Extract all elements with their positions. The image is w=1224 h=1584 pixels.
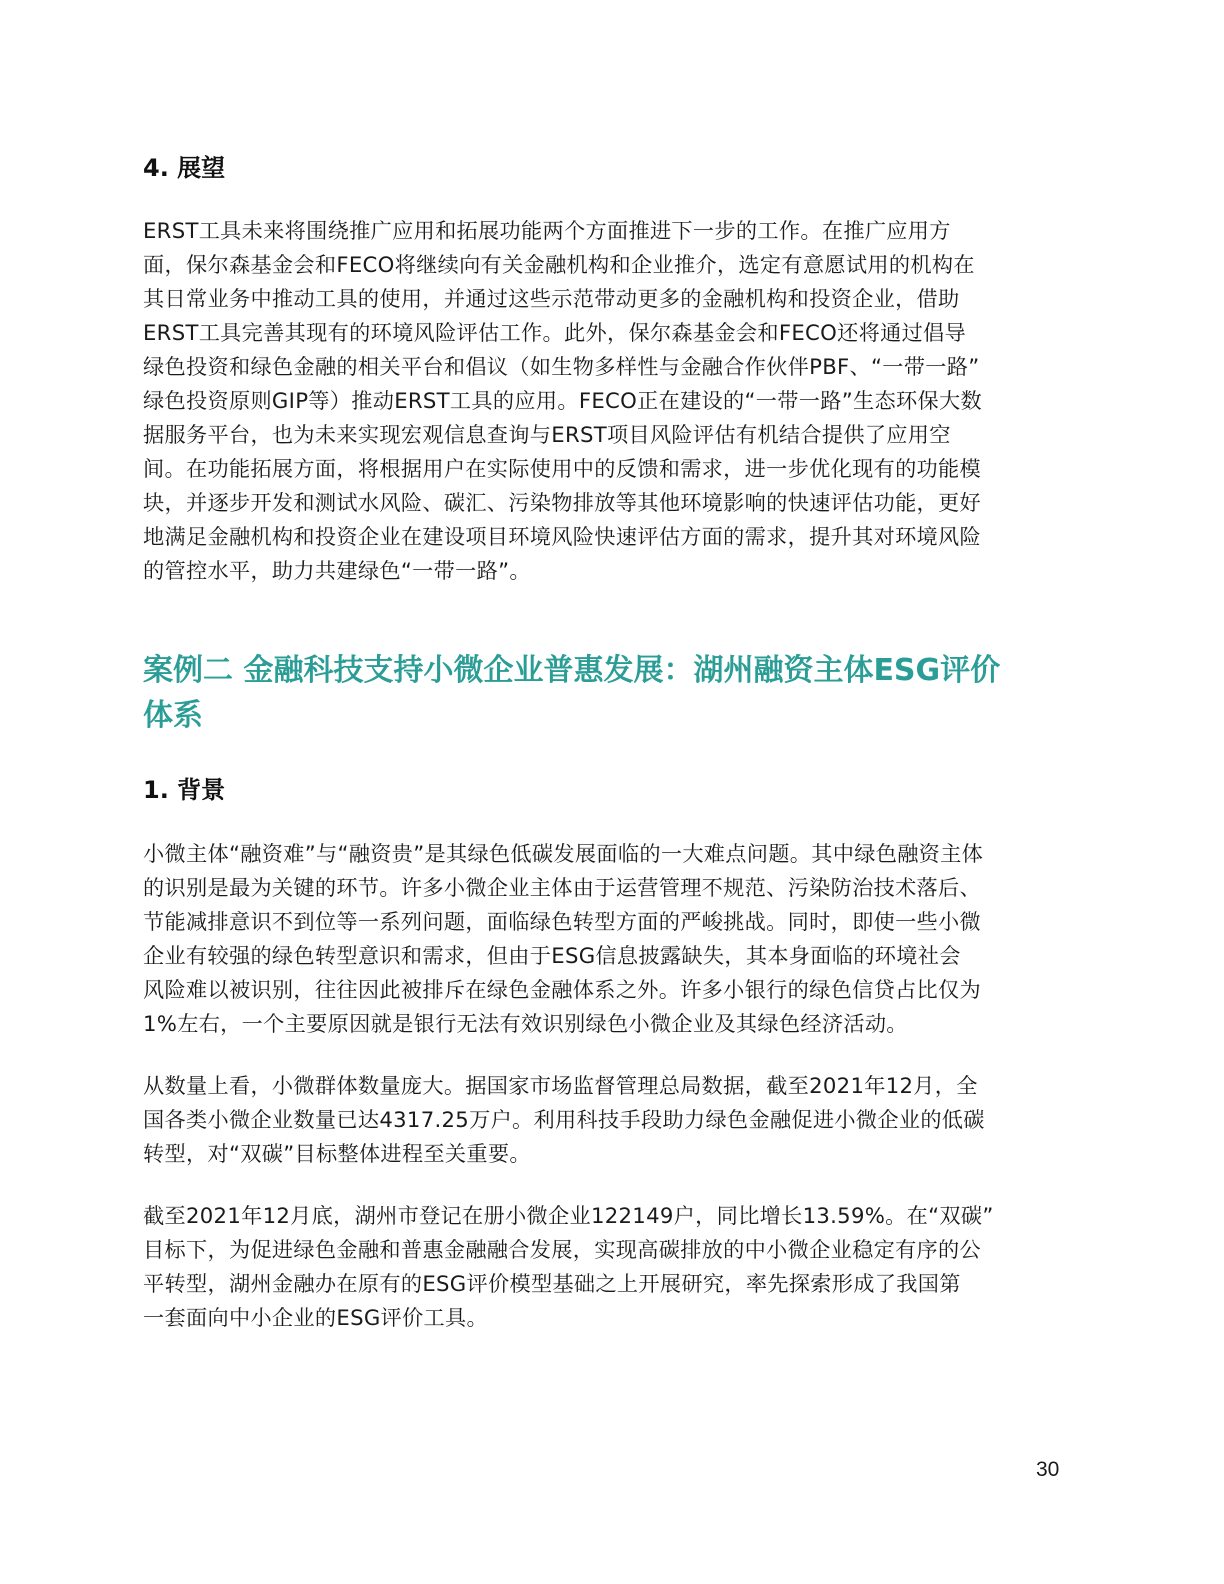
background-paragraph [143,837,1083,1041]
text-line: 面，保尔森基金会和FECO将继续向有关金融机构和企业推介，选定有意愿试用的机构在 [143,252,975,277]
text-line: 其日常业务中推动工具的使用，并通过这些示范带动更多的金融机构和投资企业，借助 [143,286,960,311]
background-paragraph [143,1069,1083,1171]
text-line: ERST工具完善其现有的环境风险评估工作。此外，保尔森基金会和FECO还将通过倡导 [143,320,967,345]
text-line: 企业有较强的绿色转型意识和需求，但由于ESG信息披露缺失，其本身面临的环境社会 [143,943,961,968]
text-line: 从数量上看，小微群体数量庞大。据国家市场监督管理总局数据，截至2021年12月，全 [143,1073,978,1098]
page-number: 30 [1036,1458,1060,1481]
text-line: ERST工具未来将围绕推广应用和拓展功能两个方面推进下一步的工作。在推广应用方 [143,218,951,243]
text-line: 国各类小微企业数量已达4317.25万户。利用科技手段助力绿色金融促进小微企业的低碳 [143,1107,985,1132]
text-line: 块，并逐步开发和测试水风险、碳汇、污染物排放等其他环境影响的快速评估功能，更好 [143,490,982,515]
background-paragraph [143,1199,1083,1335]
outlook-paragraph [143,214,1083,588]
case-title-line: 案例二 金融科技支持小微企业普惠发展：湖州融资主体ESG评价 [143,653,1001,688]
text-line: 小微主体“融资难”与“融资贵”是其绿色低碳发展面临的一大难点问题。其中绿色融资主体 [143,841,984,866]
text-line: 绿色投资和绿色金融的相关平台和倡议（如生物多样性与金融合作伙伴PBF、“一带一路” [143,354,980,379]
text-line: 一套面向中小企业的ESG评价工具。 [143,1305,488,1330]
text-line: 转型，对“双碳”目标整体进程至关重要。 [143,1141,531,1166]
text-line: 节能减排意识不到位等一系列问题，面临绿色转型方面的严峻挑战。同时，即使一些小微 [143,909,982,934]
text-line: 平转型，湖州金融办在原有的ESG评价模型基础之上开展研究，率先探索形成了我国第 [143,1271,961,1296]
section-heading-outlook: 4. 展望 [143,154,226,182]
text-line: 地满足金融机构和投资企业在建设项目环境风险快速评估方面的需求，提升其对环境风险 [143,524,982,549]
case-title [143,648,1000,738]
text-line: 1%左右，一个主要原因就是银行无法有效识别绿色小微企业及其绿色经济活动。 [143,1011,908,1036]
section-heading-background: 1. 背景 [143,776,226,804]
text-line: 间。在功能拓展方面，将根据用户在实际使用中的反馈和需求，进一步优化现有的功能模 [143,456,982,481]
text-line: 的管控水平，助力共建绿色“一带一路”。 [143,558,531,583]
text-line: 绿色投资原则GIP等）推动ERST工具的应用。FECO正在建设的“一带一路”生态环保大数 [143,388,982,413]
text-line: 据服务平台，也为未来实现宏观信息查询与ERST项目风险评估有机结合提供了应用空 [143,422,951,447]
text-line: 的识别是最为关键的环节。许多小微企业主体由于运营管理不规范、污染防治技术落后、 [143,875,982,900]
text-line: 风险难以被识别，往往因此被排斥在绿色金融体系之外。许多小银行的绿色信贷占比仅为 [143,977,982,1002]
case-title-line: 体系 [143,698,203,733]
text-line: 目标下，为促进绿色金融和普惠金融融合发展，实现高碳排放的中小微企业稳定有序的公 [143,1237,982,1262]
text-line: 截至2021年12月底，湖州市登记在册小微企业122149户，同比增长13.59%。在“双碳” [143,1203,994,1228]
